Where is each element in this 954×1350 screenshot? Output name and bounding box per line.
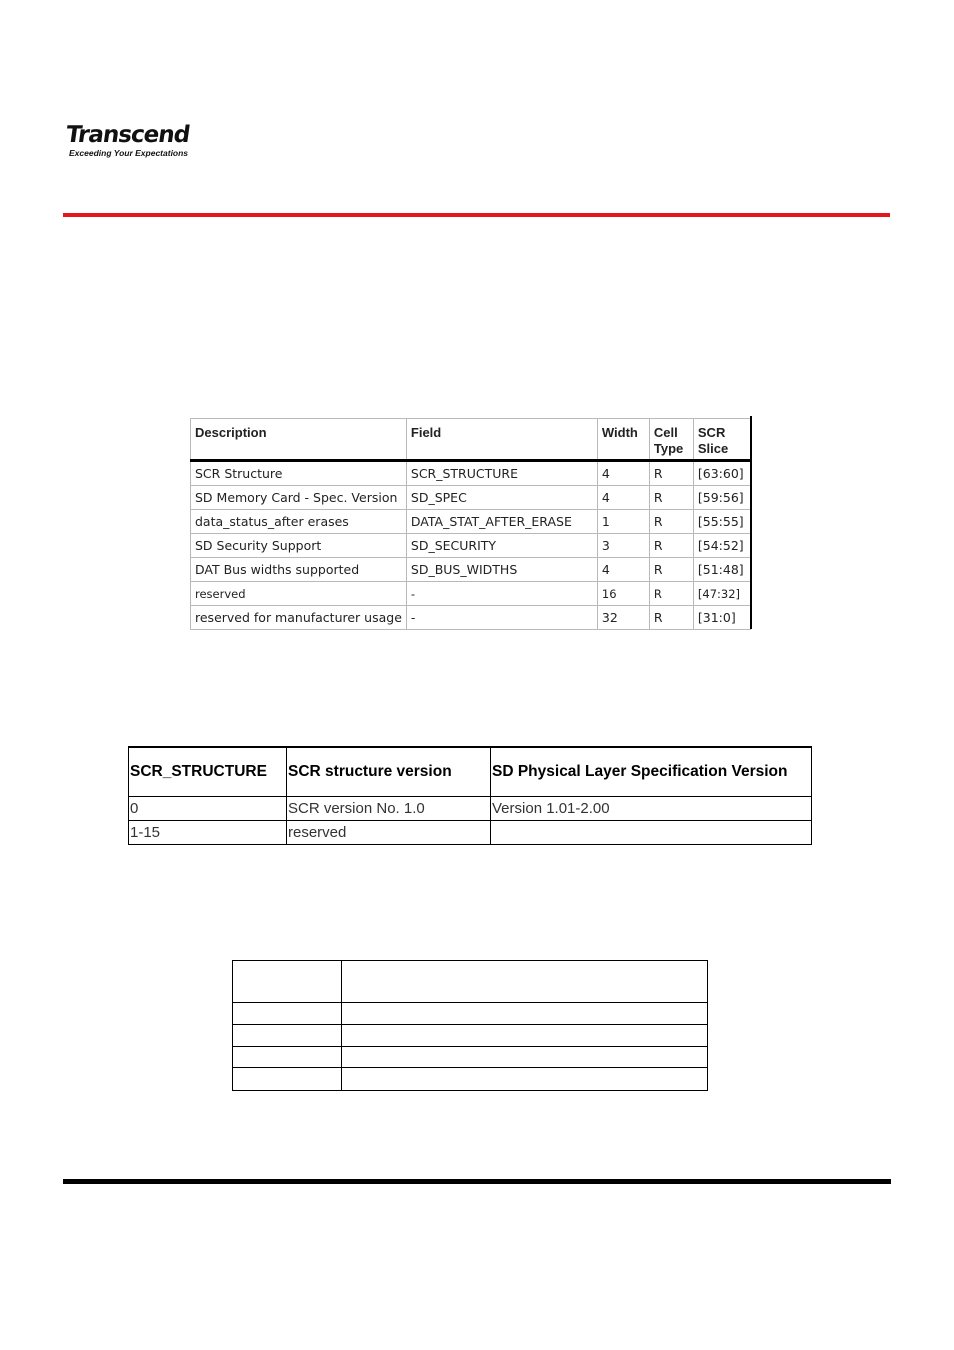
transcend-logo	[66, 122, 206, 162]
table-row	[191, 486, 751, 510]
table-cell: reserved for manufacturer usage	[191, 606, 407, 630]
table-cell: [51:48]	[693, 558, 750, 582]
table-cell: -	[406, 606, 597, 630]
table-cell: 16	[597, 582, 649, 606]
table-row	[191, 558, 751, 582]
table-row	[233, 1025, 708, 1047]
table-cell: R	[649, 510, 693, 534]
table-cell: SD Security Support	[191, 534, 407, 558]
table-cell: R	[649, 486, 693, 510]
table-cell: 32	[597, 606, 649, 630]
scr-fields-table	[190, 418, 751, 630]
table-cell: SD_SECURITY	[406, 534, 597, 558]
column-header: SCR_STRUCTURE	[129, 747, 287, 797]
table-cell: 1-15	[129, 821, 287, 845]
column-header: Width	[597, 419, 649, 461]
header-divider	[63, 213, 890, 217]
table-row	[191, 510, 751, 534]
table-cell	[233, 1025, 342, 1047]
table-cell: SCR version No. 1.0	[287, 797, 491, 821]
table-cell: SD_SPEC	[406, 486, 597, 510]
table-cell: reserved	[191, 582, 407, 606]
table-cell: 3	[597, 534, 649, 558]
table-row	[191, 606, 751, 630]
table-cell: R	[649, 582, 693, 606]
table-row	[233, 1047, 708, 1068]
table-cell: SD Memory Card - Spec. Version	[191, 486, 407, 510]
table-edge-line	[750, 416, 752, 629]
column-header: Field	[406, 419, 597, 461]
column-header: Description	[191, 419, 407, 461]
table-cell: SCR Structure	[191, 461, 407, 486]
table-cell: [47:32]	[693, 582, 750, 606]
table-cell: [63:60]	[693, 461, 750, 486]
table-cell: 4	[597, 558, 649, 582]
table-row	[191, 582, 751, 606]
table-cell: R	[649, 606, 693, 630]
table-row	[233, 1003, 708, 1025]
table-cell: R	[649, 461, 693, 486]
table-cell	[342, 1025, 708, 1047]
table-cell: -	[406, 582, 597, 606]
table-cell: 1	[597, 510, 649, 534]
table-cell: [54:52]	[693, 534, 750, 558]
table-header-row	[233, 961, 708, 1003]
table-header-row	[191, 419, 751, 461]
table-cell	[342, 1047, 708, 1068]
table-cell: SD_BUS_WIDTHS	[406, 558, 597, 582]
table-cell	[233, 1047, 342, 1068]
table-cell	[233, 1003, 342, 1025]
table-cell: 4	[597, 461, 649, 486]
table-cell: DATA_STAT_AFTER_ERASE	[406, 510, 597, 534]
table-cell: reserved	[287, 821, 491, 845]
table-cell	[342, 1068, 708, 1091]
table-row	[129, 821, 812, 845]
logo-tagline: Exceeding Your Expectations	[69, 148, 189, 158]
table-cell	[342, 961, 708, 1003]
table-cell: data_status_after erases	[191, 510, 407, 534]
table-cell: [59:56]	[693, 486, 750, 510]
table-row	[191, 461, 751, 486]
table-header-row	[129, 747, 812, 797]
empty-grid-table	[232, 960, 708, 1091]
table-cell: R	[649, 558, 693, 582]
table-cell: 4	[597, 486, 649, 510]
table-cell	[342, 1003, 708, 1025]
table-row	[233, 1068, 708, 1091]
column-header: SCR structure version	[287, 747, 491, 797]
table-cell	[233, 961, 342, 1003]
table-cell: SCR_STRUCTURE	[406, 461, 597, 486]
column-header: SCR Slice	[693, 419, 750, 461]
table-cell: 0	[129, 797, 287, 821]
column-header: SD Physical Layer Specification Version	[491, 747, 812, 797]
table-cell: [31:0]	[693, 606, 750, 630]
column-header: Cell Type	[649, 419, 693, 461]
table-cell	[233, 1068, 342, 1091]
table-cell: [55:55]	[693, 510, 750, 534]
table-cell	[491, 821, 812, 845]
table-row	[191, 534, 751, 558]
table-row	[129, 797, 812, 821]
table-cell: Version 1.01-2.00	[491, 797, 812, 821]
logo-wordmark: Transcend	[64, 122, 191, 148]
scr-structure-table	[128, 746, 812, 845]
table-cell: R	[649, 534, 693, 558]
table-cell: DAT Bus widths supported	[191, 558, 407, 582]
footer-divider	[63, 1179, 891, 1184]
